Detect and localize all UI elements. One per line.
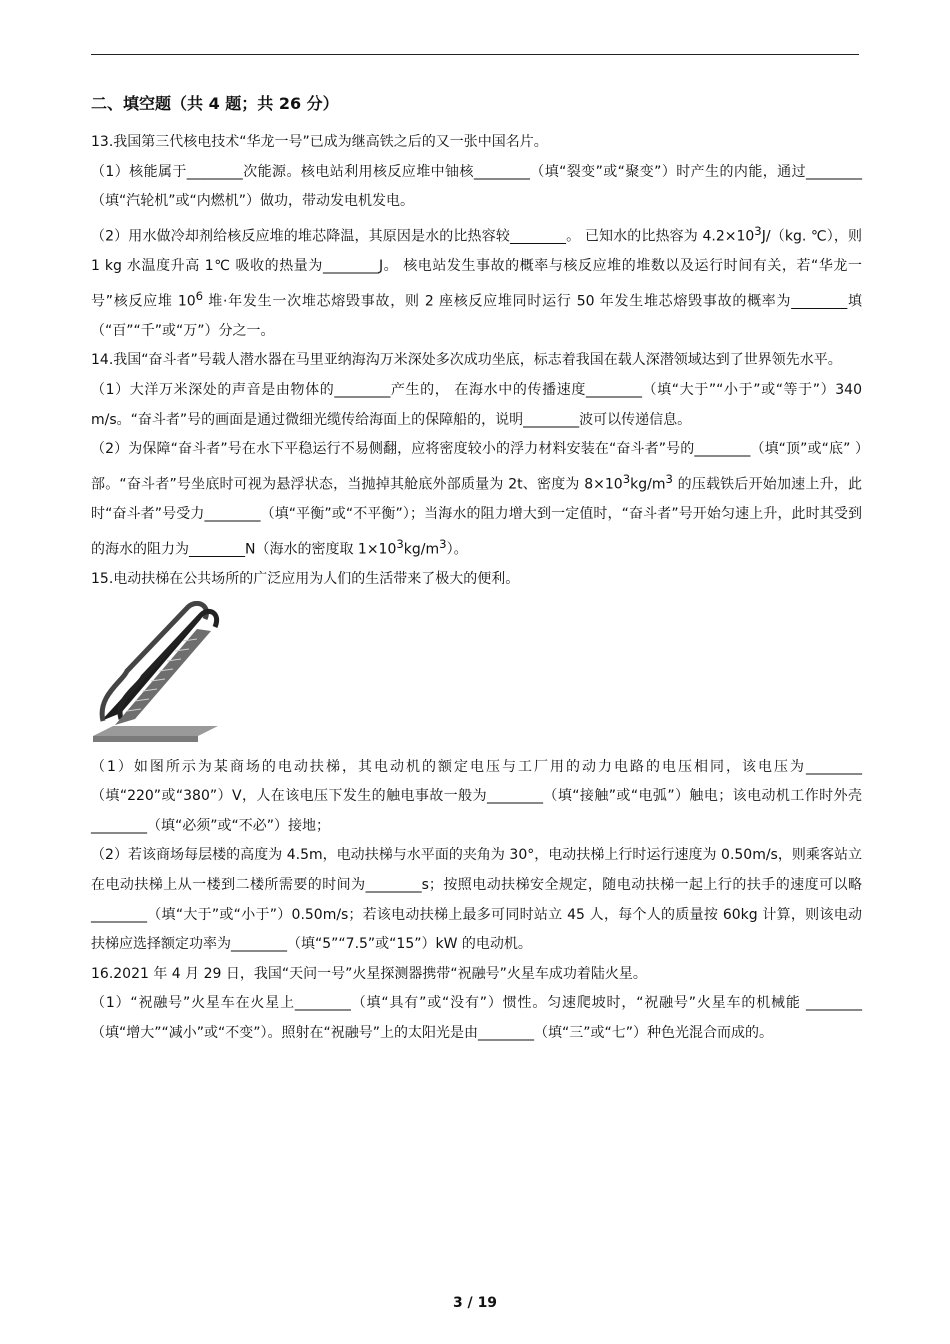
question-16 <box>91 960 862 1049</box>
q16-stem: 16.2021 年 4 月 29 日，我国“天问一号”火星探测器携带“祝融号”火星车成功着陆火星。 <box>91 965 647 982</box>
page-number: 3 / 19 <box>452 1295 498 1311</box>
q14-stem: 14.我国“奋斗者”号载人潜水器在马里亚纳海沟万米深处多次成功坐底，标志着我国在载人深潜领域达到了世界领先水平。 <box>91 352 842 369</box>
question-15 <box>91 565 862 960</box>
q15-part2: （2）若该商场每层楼的高度为 4.5m，电动扶梯与水平面的夹角为 30°，电动扶梯上行时运行速度为 0.50m/s，则乘客站立在电动扶梯上从一楼到二楼所需要的时间为________s；按照电动扶梯安全规定，随电动扶梯一起上行的扶手的速度可以略________（填“大于”或“小于”）0.50m/s；若该电动扶梯上最多可同时站立 45 人，每个人的质量按 60kg 计算，则该电动扶梯应选择额定功率为________（填“5”“7.5”或“15”）kW 的电动机。 <box>91 847 862 953</box>
header-rule <box>91 54 859 55</box>
question-14 <box>91 346 862 564</box>
section-title: 二、填空题（共 4 题；共 26 分） <box>91 94 339 113</box>
question-13 <box>91 128 862 346</box>
q13-stem: 13.我国第三代核电技术“华龙一号”已成为继高铁之后的又一张中国名片。 <box>91 134 548 150</box>
page-content <box>91 94 862 1048</box>
q15-stem: 15.电动扶梯在公共场所的广泛应用为人们的生活带来了极大的便利。 <box>91 570 520 587</box>
q13-part2: （2）用水做冷却剂给核反应堆的堆芯降温，其原因是水的比热容较________。 已知水的比热容为 $4.2\times 10^3J/(kg$. ℃），则 1 kg 水温度升高 1℃ 吸收的热量为________J。 核电站发生事故的概率与核反应堆的堆数以及运行时间有关，若“华龙一号”核反应堆 $10^6$ 堆·年发生一次堆芯熔毁事故，则 2 座核反应堆同时运行 50 年发生堆芯熔毁事故的概率为________填（“百”“千”或“万”）分之一。 <box>91 223 862 339</box>
escalator-figure <box>91 599 862 745</box>
q14-part1: （1）大洋万米深处的声音是由物体的________产生的， 在海水中的传播速度________（填“大于”“小于”或“等于”）340 m/s。“奋斗者”号的画面是通过微细光缆传给海面上的保障船的，说明________波可以传递信息。 <box>91 382 862 428</box>
q13-part1: （1）核能属于________次能源。核电站利用核反应堆中铀核________（填“裂变”或“聚变”）时产生的内能，通过________（填“汽轮机”或“内燃机”）做功，带动发电机发电。 <box>91 163 862 210</box>
q16-part1: （1）“祝融号”火星车在火星上________（填“具有”或“没有”）惯性。匀速爬坡时，“祝融号”火星车的机械能 ________（填“增大”“减小”或“不变”）。照射在“祝融号”上的太阳光是由________（填“三”或“七”）种色光混合而成的。 <box>91 995 862 1041</box>
q14-part2: （2）为保障“奋斗者”号在水下平稳运行不易侧翻，应将密度较小的浮力材料安装在“奋斗者”号的________（填“顶”或“底” ）部。“奋斗者”号坐底时可视为悬浮状态，当抛掉其舱底外部质量为 2t、密度为 $8\times 10^3kg/m^3$ 的压载铁后开始加速上升，此时“奋斗者”号受力________（填“平衡”或“不平衡”）；当海水的阻力增大到一定值时，“奋斗者”号开始匀速上升，此时其受到的海水的阻力为________N（海水的密度取 $1\times 10^3kg/m^3$）。 <box>91 441 862 558</box>
q15-part1: （1）如图所示为某商场的电动扶梯，其电动机的额定电压与工厂用的动力电路的电压相同，该电压为________（填“220”或“380”）V，人在该电压下发生的触电事故一般为________（填“接触”或“电弧”）触电；该电动机工作时外壳________（填“必须”或“不必”）接地； <box>91 758 862 834</box>
escalator-illustration <box>93 601 223 743</box>
